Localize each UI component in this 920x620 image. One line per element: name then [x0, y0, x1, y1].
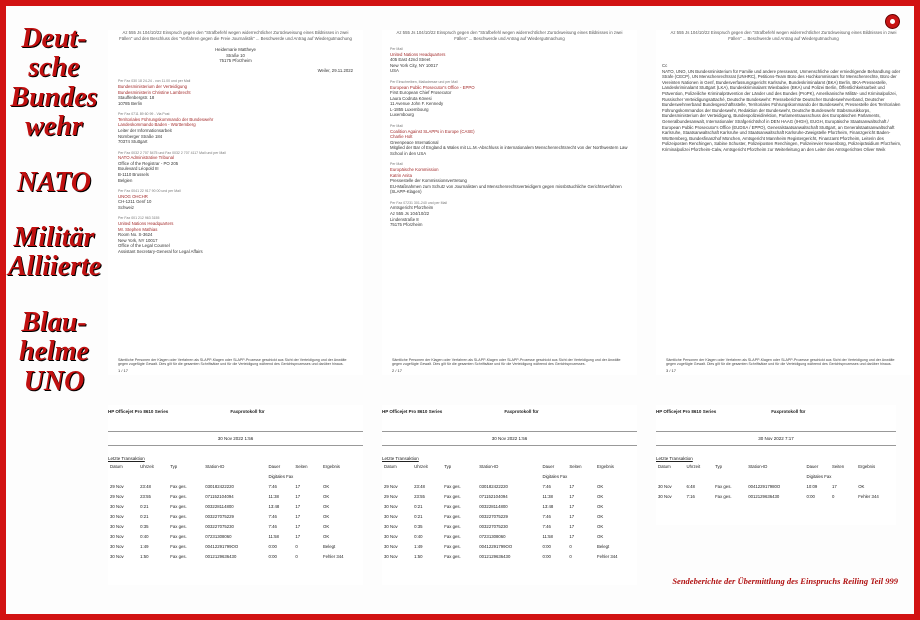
table-cell: Fax ges.	[444, 513, 461, 519]
address-line: Lindenstraße 8	[390, 216, 419, 222]
column-header: Typ	[170, 463, 178, 469]
address-line: Belgien	[118, 177, 133, 183]
delivery-method: Per Fax 0032 2 707 5475 und Fax 0032 2 707 4117 Mail und per Mail	[118, 150, 226, 155]
table-row	[382, 501, 637, 511]
table-cell: 11:38	[268, 493, 279, 499]
recipient-subtitle: Katrin Anita	[390, 172, 412, 178]
table-cell: 11:38	[542, 493, 553, 499]
table-cell: 0	[295, 553, 298, 559]
table-cell: 0:40	[140, 533, 149, 539]
column-header: Datum	[110, 463, 123, 469]
table-cell: 0:21	[140, 503, 149, 509]
page-header: Az 555 Js 104/10/22 Einspruch gegen den "Strafbefehl wegen widerrechtlicher Zurückweisung eines Bildnisses in zwei Fällen" ... Beschwerde und Antrag auf Wiedergutmachung	[396, 30, 623, 41]
recipient-list	[382, 47, 637, 228]
column-header: Seiten	[831, 463, 845, 469]
footnote: Sämtliche Personen der Klagen oder Verfahren als SLAPP-Klagen oder SLAPP-Prozesse geschickt aus Sicht der Verteidigung und der Anwälte gegen zugefügte Gewalt. Dies gilt für die gesamten Schriftsätze und für die Verteidigung während des Gerichtsprozesses und darüber hinaus.	[118, 357, 347, 367]
cc-block	[656, 63, 911, 152]
table-cell: 7:46	[542, 513, 551, 519]
table-row	[108, 531, 363, 541]
table-cell: 29 Nov	[110, 483, 124, 489]
table-cell: 0:00	[268, 543, 277, 549]
table-header	[382, 461, 637, 471]
column-header: Dauer	[806, 463, 819, 469]
report-title: Faxprotokoll für	[504, 409, 539, 414]
address-line: L-1855 Luxembourg	[390, 106, 429, 112]
table-cell: 0:00	[268, 553, 277, 559]
address-line: Luxembourg	[390, 112, 414, 118]
table-cell: 0:35	[414, 523, 423, 529]
table-cell: Fax ges.	[170, 553, 187, 559]
table-cell: Fax ges.	[170, 533, 187, 539]
table-cell: OK	[597, 523, 604, 529]
transaction-table	[656, 461, 896, 501]
recipient-name: UNOG OHCHR	[118, 193, 148, 199]
table-cell: Fax ges.	[444, 493, 461, 499]
report-title: Faxprotokoll für	[771, 409, 806, 414]
page-header: Az 555 Js 104/10/22 Einspruch gegen den "Strafbefehl wegen widerrechtlicher Zurückweisung eines Bildnisses in zwei Fällen" und den Beschluss des "Verfahren gegen die Freie Journalistik" ... Beschwerde und Antrag auf Wiedergutmachung	[119, 30, 352, 41]
delivery-method: Per Einschreiben, Mailadresse und per Mail	[390, 80, 458, 85]
table-cell: Fax ges.	[170, 483, 187, 489]
address-line: Nürnberger Straße 184	[118, 133, 163, 139]
page-header: Az 555 Js 104/10/22 Einspruch gegen den "Strafbefehl wegen widerrechtlicher Zurückweisung eines Bildnisses in zwei Fällen" ... Beschwerde und Antrag auf Wiedergutmachung	[670, 30, 897, 41]
document-page-2	[382, 30, 637, 375]
table-cell: 7:46	[542, 523, 551, 529]
address-line: EU-Maßnahmen zum Schutz von Journalisten und Menschenrechtsverteidigern gegen missbräuchliche Gerichtsverfahren (SLAPP-Klagen)	[390, 183, 622, 195]
table-cell: 11:58	[268, 533, 279, 539]
table-cell: 30 Nov	[110, 503, 124, 509]
sidebar-word: Deut-	[21, 23, 87, 54]
table-row	[108, 491, 363, 501]
table-row	[656, 481, 896, 491]
recipient-subtitle: Charlie Holt	[390, 134, 413, 140]
address-line: Room No. S-3624	[118, 232, 153, 238]
table-cell: 23:55	[414, 493, 425, 499]
sidebar-word: wehr	[25, 111, 83, 143]
sender-line: Heidemarie Mattheye	[215, 47, 256, 53]
table-cell: Fehler 344	[597, 553, 618, 559]
sidebar-word: sche	[28, 52, 80, 84]
section-title: Letzte Transaktion	[656, 456, 693, 461]
recipient-subtitle: Mr. Stephen Mathias	[118, 226, 158, 232]
cc-text: NATO, UNO, UN Bundesministerium für Familie und andere presseamt, Unmenschliche oder erniedrigende Behandlung oder Strafe (CECP), UN Menschenrechtsrat (UNHRC), Petitions-Team Büro des Hochkommissars für Menschenrechte, Büro der Vereinten Nationen in Genf, Bundesverfassungsgericht Karlsruhe, Bundeskriminalamt (BKA) Berlin, BKA-Pressestelle, Landeskriminalamt Stuttgart (LKA), Bundeskriminalamt Wiesbaden (BKA) und Polizei Berlin, Öffentlichkeitsarbeit und Prävention, Polizeiliche Kriminalprävention der Länder und des Bundes (ProPK), Amerikanische Militär- und Kriminalpolizei, Russischer Verteidigungsattaché, Deutsche Bundeswehr: Presseberichte Deutscher Bundeswehrverband, Deutscher Bundeswehrverband Bundesgeschäftsstelle, Territoriales Führungskommando der Bundeswehr, Pressestelle des Territorialen Führungskommandos der Bundeswehr, Redaktion der Bundeswehr, Deutsche Bundeswehr Stabsmusikkorps, Bundesministerium der Verteidigung, Bundespolizeidirektion, Parlamentsausschuss des Europäischen Parlaments, Generalbundesanwalt, Internationaler Strafgerichtshof in DEN HAAG (IHGH), EUGH, Europäische Staatsanwaltschaft / European Public Prosecutor's Office (EUDSA / EPPO), Generalstaatsanwaltschaft Stuttgart, an Generalstaatsanwaltschaft Karlsruhe, Staatsanwaltschaft Karlsruhe und Staatsanwaltschaft Karlsruhe-Zweigstelle Pforzheim, Finanzgericht Baden-Württemberg, Bundesfinanzhof München, Amtsgericht Mannheim Registergericht, Finanzamt Pforzheim, Leiterin des Polizeiposten Renchingen, Sabine Schuster, Polizeiposten Renchingen, Polizeirevier Neuenbürg, Polizeipräsidium Pforzheim, Kriminalpolizei Pforzheim-Calw, Amtsgericht Pforzheim zur Weiterleitung an den Leiter des Amtsgerichtes Oliver Weik	[662, 68, 902, 152]
column-header: Typ	[444, 463, 452, 469]
table-cell: Belegt	[323, 543, 336, 549]
table-cell: 1:49	[140, 543, 149, 549]
table-cell: 1:50	[140, 553, 149, 559]
table-cell: OK	[597, 483, 604, 489]
address-line: Laura Codruta Kövesi	[390, 95, 432, 101]
table-row	[382, 551, 637, 561]
table-cell: 0:35	[140, 523, 149, 529]
delivery-method: Per Fax 0711 89 60 99 - Via Post	[118, 112, 170, 117]
table-cell: 003227075230	[205, 523, 234, 529]
table-cell: OK	[323, 513, 330, 519]
table-cell: Fax ges.	[170, 493, 187, 499]
letter-date: Weiler, 29.11.2022	[317, 67, 353, 73]
column-header: Ergebnis	[323, 463, 340, 469]
table-row	[108, 551, 363, 561]
table-cell: 30 Nov	[384, 523, 398, 529]
section-title: Letzte Transaktion	[108, 456, 145, 461]
fax-report-3	[656, 405, 896, 525]
address-line: Office of the Legal Counsel	[118, 243, 170, 249]
table-cell: 17	[295, 483, 301, 489]
table-cell: 030182422220	[205, 483, 234, 489]
report-timestamp: 30 Nov 2022 7:17	[758, 436, 794, 441]
column-header: Ergebnis	[597, 463, 614, 469]
recipient-list	[108, 79, 363, 254]
sidebar-word	[8, 282, 100, 308]
sidebar-word: helme	[19, 336, 89, 368]
table-cell: 0:00	[542, 553, 551, 559]
table-cell: OK	[323, 493, 330, 499]
table-header	[108, 461, 363, 471]
table-cell: 29 Nov	[384, 493, 398, 499]
table-cell: 0012129636430	[205, 553, 237, 559]
table-cell: 30 Nov	[384, 513, 398, 519]
table-cell: 13:48	[542, 503, 554, 509]
sub-header: Digitales Fax	[268, 473, 294, 479]
table-row	[382, 541, 637, 551]
column-header: Uhrzeit	[686, 463, 701, 469]
table-cell: 003228114800	[205, 503, 234, 509]
table-cell: 17	[295, 503, 301, 509]
table-cell: Fax ges.	[444, 533, 461, 539]
table-cell: 0:21	[414, 513, 423, 519]
address-line: 10785 Berlin	[118, 100, 143, 106]
table-cell: 0:00	[806, 493, 815, 499]
address-line: Az 555 Js 104/10/22	[390, 211, 430, 217]
table-cell: 17	[569, 503, 575, 509]
address-line: USA	[390, 68, 399, 74]
table-row	[108, 541, 363, 551]
address-line: Office of the Registrar - PO 205	[118, 160, 179, 166]
column-header: Datum	[384, 463, 397, 469]
table-cell: 07231308060	[479, 533, 506, 539]
table-row	[382, 481, 637, 491]
transaction-table	[382, 461, 637, 561]
table-cell: 17	[569, 513, 575, 519]
printer-model: HP Officejet Pro 8610 Series	[108, 409, 169, 414]
recipient-name: United Nations Headquarters	[390, 51, 446, 57]
column-header: Dauer	[542, 463, 555, 469]
page-number: 1 / 17	[118, 367, 129, 373]
sender-line: Straße 10	[226, 52, 245, 58]
table-cell: 30 Nov	[384, 503, 398, 509]
transaction-table	[108, 461, 363, 561]
address-line: Greenpeace International	[390, 139, 439, 145]
address-line: First European Chief Prosecutor	[390, 90, 452, 96]
table-cell: OK	[323, 483, 330, 489]
table-row	[382, 491, 637, 501]
column-header: Uhrzeit	[140, 463, 154, 469]
table-cell: OK	[597, 513, 604, 519]
table-cell: 23:55	[140, 493, 151, 499]
table-cell: 0:21	[140, 513, 149, 519]
address-line: Stauffenbergstr. 18	[118, 95, 155, 101]
section-title: Letzte Transaktion	[382, 456, 419, 461]
sidebar-word: Militär	[13, 221, 95, 253]
recipient-name: Coalition Against SLAPPs in Europe (CASE)	[390, 128, 475, 134]
table-cell: 17	[295, 533, 301, 539]
recipient-name: NATO Administrative Tribunal	[118, 155, 174, 161]
document-page-3	[656, 30, 911, 375]
cc-label: Cc	[662, 63, 668, 69]
table-header	[656, 461, 896, 471]
table-cell: Fax ges.	[170, 523, 187, 529]
table-cell: 30 Nov	[110, 553, 124, 559]
sidebar-word: NATO	[16, 166, 92, 198]
recipient-block	[118, 189, 363, 210]
column-header: Seiten	[569, 463, 582, 469]
table-cell: 003228114800	[479, 503, 508, 509]
table-cell: 30 Nov	[658, 493, 672, 499]
caption: Sendeberichte der Übermittlung des Einspruchs Reiling Teil 999	[672, 576, 898, 586]
table-row	[108, 501, 363, 511]
table-cell: 00412291799OO	[205, 543, 239, 549]
footnote: Sämtliche Personen der Klagen oder Verfahren als SLAPP-Klagen oder SLAPP-Prozesse geschickt aus Sicht der Verteidigung und der Anwälte gegen zugefügte Gewalt. Dies gilt für die gesamten Schriftsätze und für die Verteidigung während des Gerichtsprozesses und darüber hinaus.	[666, 357, 895, 367]
delivery-method: Per Fax 001 212 963 3155	[118, 216, 160, 221]
table-cell: 30 Nov	[384, 553, 398, 559]
recipient-name: Europäische Kommission	[390, 167, 439, 173]
recipient-subtitle: Landeskommando Baden - Württemberg	[118, 122, 196, 128]
table-cell: 6:48	[686, 483, 695, 489]
table-cell: 13:48	[268, 503, 280, 509]
table-cell: 0:40	[414, 533, 423, 539]
delivery-method: Per Mail	[390, 47, 403, 52]
column-header: Typ	[715, 463, 722, 469]
table-cell: 0:00	[542, 543, 551, 549]
table-row	[382, 511, 637, 521]
delivery-method: Per Fax 07231 301-240 und per Mail	[390, 200, 448, 205]
table-cell: 00412291799OO	[479, 543, 513, 549]
table-cell: 17	[569, 483, 575, 489]
address-line: New York City, NY 10017	[390, 62, 438, 68]
recipient-subtitle: Bundesministerin Christine Lambrecht	[118, 89, 191, 95]
recipient-name: Territoriales Führungskommando der Bundeswehr	[118, 116, 214, 122]
table-cell: 0	[569, 553, 572, 559]
printer-model: HP Officejet Pro 8610 Series	[656, 409, 717, 414]
table-cell: OK	[858, 483, 865, 489]
address-line: 75175 Pforzheim	[390, 222, 423, 228]
table-cell: 17	[295, 513, 301, 519]
table-cell: 7:46	[542, 483, 551, 489]
address-line: Amtsgericht Pforzheim	[390, 205, 434, 211]
printer-model: HP Officejet Pro 8610 Series	[382, 409, 443, 414]
column-header: Station-ID	[205, 463, 225, 469]
address-line: Mitglied der Bar of England & Wales mit LL.M.-Abschluss in internationalem Menschenrechtsrecht von der Northwestern Law School in den USA	[390, 145, 628, 156]
table-cell: Fax ges.	[715, 483, 732, 489]
address-line: Leiter der Informationsarbeit	[118, 128, 172, 134]
table-cell: Belegt	[597, 543, 610, 549]
table-cell: Fax ges.	[444, 543, 461, 549]
table-cell: OK	[597, 493, 604, 499]
page-number: 2 / 17	[392, 367, 403, 373]
address-line: Schweiz	[118, 204, 135, 210]
sidebar-word: Alliierte	[8, 251, 102, 283]
recipient-block	[390, 47, 637, 74]
table-cell: 0:21	[414, 503, 423, 509]
table-row	[382, 531, 637, 541]
recipient-block	[390, 162, 637, 194]
recipient-block	[118, 151, 363, 183]
sender-line: 75175 Pforzheim	[219, 58, 252, 64]
recipient-block	[118, 112, 363, 144]
address-line: New York, NY 10017	[118, 237, 158, 243]
sender-block	[108, 47, 363, 64]
table-cell: OK	[323, 523, 330, 529]
table-cell: Fax ges.	[170, 513, 187, 519]
table-cell: 071152104094	[205, 493, 234, 499]
sub-header: Digitales Fax	[806, 473, 832, 479]
table-cell: 0	[831, 493, 835, 499]
report-timestamp: 30 Nov 2022 1:56	[491, 436, 528, 441]
address-line: Assistant Secretary-General for Legal Affairs	[118, 248, 203, 254]
table-cell: 003227075229	[205, 513, 234, 519]
table-cell: 004122917980O	[748, 483, 781, 489]
table-cell: Fax ges.	[170, 543, 187, 549]
table-cell: 0	[295, 543, 298, 549]
table-cell: 003227075229	[479, 513, 508, 519]
recipient-block	[390, 80, 637, 118]
recipient-name: European Public Prosecutor's Office - EPPO	[390, 84, 475, 90]
address-line: 70374 Stuttgart	[118, 139, 148, 145]
table-cell: 0012129636430	[748, 493, 780, 499]
table-cell: OK	[323, 533, 330, 539]
table-cell: Fehler 344	[323, 553, 344, 559]
sidebar-word	[8, 142, 100, 168]
table-cell: 7:46	[268, 513, 277, 519]
table-cell: Fax ges.	[715, 493, 732, 499]
column-header: Ergebnis	[858, 463, 876, 469]
column-header: Uhrzeit	[414, 463, 428, 469]
table-cell: 1:49	[414, 543, 423, 549]
table-cell: 30 Nov	[658, 483, 672, 489]
table-cell: 30 Nov	[110, 543, 124, 549]
table-cell: Fax ges.	[444, 483, 461, 489]
table-cell: 17	[569, 523, 575, 529]
table-cell: OK	[597, 533, 604, 539]
footnote: Sämtliche Personen der Klagen oder Verfahren als SLAPP-Klagen oder SLAPP-Prozesse geschickt aus Sicht der Verteidigung und der Anwälte gegen zugefügte Gewalt. Dies gilt für die gesamten Schriftsätze und für die Verteidigung während des Gerichtsprozesses.	[392, 357, 621, 367]
table-row	[108, 511, 363, 521]
sidebar-title	[8, 24, 100, 396]
table-row	[382, 521, 637, 531]
table-cell: 30 Nov	[110, 523, 124, 529]
table-cell: 30 Nov	[110, 513, 124, 519]
recipient-block	[118, 79, 363, 106]
table-row	[108, 481, 363, 491]
recipient-name: United Nations Headquarters	[118, 221, 174, 227]
address-line: 11 Avenue John F. Kennedy	[390, 101, 444, 107]
table-cell: 29 Nov	[110, 493, 124, 499]
document-page-1	[108, 30, 363, 375]
delivery-method: Per Mail	[390, 124, 403, 129]
column-header: Seiten	[295, 463, 308, 469]
table-cell: 23:48	[414, 483, 425, 489]
table-cell: 17	[569, 493, 575, 499]
recipient-block	[390, 124, 637, 156]
table-cell: 30 Nov	[110, 533, 124, 539]
address-line: CH-1211 Genf 10	[118, 199, 152, 205]
delivery-method: Per Fax 030 18 24-24 - von 11.00 und per Mail	[118, 79, 191, 84]
table-cell: Fehler 344	[858, 493, 879, 499]
table-cell: 29 Nov	[384, 483, 398, 489]
address-line: Boulevard Léopold III	[118, 166, 159, 172]
table-cell: 07231308060	[205, 533, 232, 539]
column-header: Dauer	[268, 463, 281, 469]
table-cell: 1:50	[414, 553, 423, 559]
table-cell: 0	[569, 543, 572, 549]
table-cell: 003227075230	[479, 523, 508, 529]
table-cell: 071152104094	[479, 493, 508, 499]
table-cell: 17	[569, 533, 575, 539]
table-cell: 17	[831, 483, 837, 489]
sidebar-word	[8, 197, 100, 223]
report-title: Faxprotokoll für	[230, 409, 265, 414]
table-cell: 7:46	[268, 483, 277, 489]
report-timestamp: 30 Nov 2022 1:56	[217, 436, 254, 441]
table-cell: 11:58	[542, 533, 553, 539]
table-cell: 30 Nov	[384, 533, 398, 539]
table-cell: 0012129636430	[479, 553, 511, 559]
recipient-name: Bundesministerium der Verteidigung	[118, 84, 188, 90]
table-cell: 030182422220	[479, 483, 508, 489]
delivery-method: Per Mail	[390, 162, 403, 167]
table-cell: 17	[295, 523, 301, 529]
table-cell: Fax ges.	[444, 553, 461, 559]
sidebar-word: UNO	[23, 365, 85, 397]
table-cell: OK	[597, 503, 604, 509]
page-number: 3 / 17	[666, 367, 677, 373]
column-header: Station-ID	[748, 463, 768, 469]
address-line: B-1110 Brussels	[118, 172, 149, 178]
recipient-block	[390, 201, 637, 228]
table-cell: 23:48	[140, 483, 151, 489]
address-line: 405 East 42nd Street	[390, 57, 431, 63]
record-icon	[885, 14, 900, 29]
table-cell: Fax ges.	[170, 503, 187, 509]
table-cell: 10:09	[806, 483, 818, 489]
table-cell: 17	[295, 493, 301, 499]
sidebar-word: Blau-	[21, 306, 87, 338]
table-row	[656, 491, 896, 501]
table-row	[108, 521, 363, 531]
fax-report-2	[382, 405, 637, 585]
column-header: Datum	[658, 463, 671, 469]
table-cell: 7:16	[686, 493, 695, 499]
fax-report-1	[108, 405, 363, 585]
sub-header: Digitales Fax	[542, 473, 568, 479]
sidebar-word: Bundes	[10, 81, 98, 113]
delivery-method: Per Fax 0041 22 917 90 00 und per Mail	[118, 189, 181, 194]
table-cell: 7:46	[268, 523, 277, 529]
address-line: Pressestelle der Kommissionsvertretung	[390, 178, 467, 184]
table-cell: Fax ges.	[444, 503, 461, 509]
column-header: Station-ID	[479, 463, 499, 469]
table-cell: 30 Nov	[384, 543, 398, 549]
recipient-block	[118, 216, 363, 254]
table-cell: OK	[323, 503, 330, 509]
table-cell: Fax ges.	[444, 523, 461, 529]
